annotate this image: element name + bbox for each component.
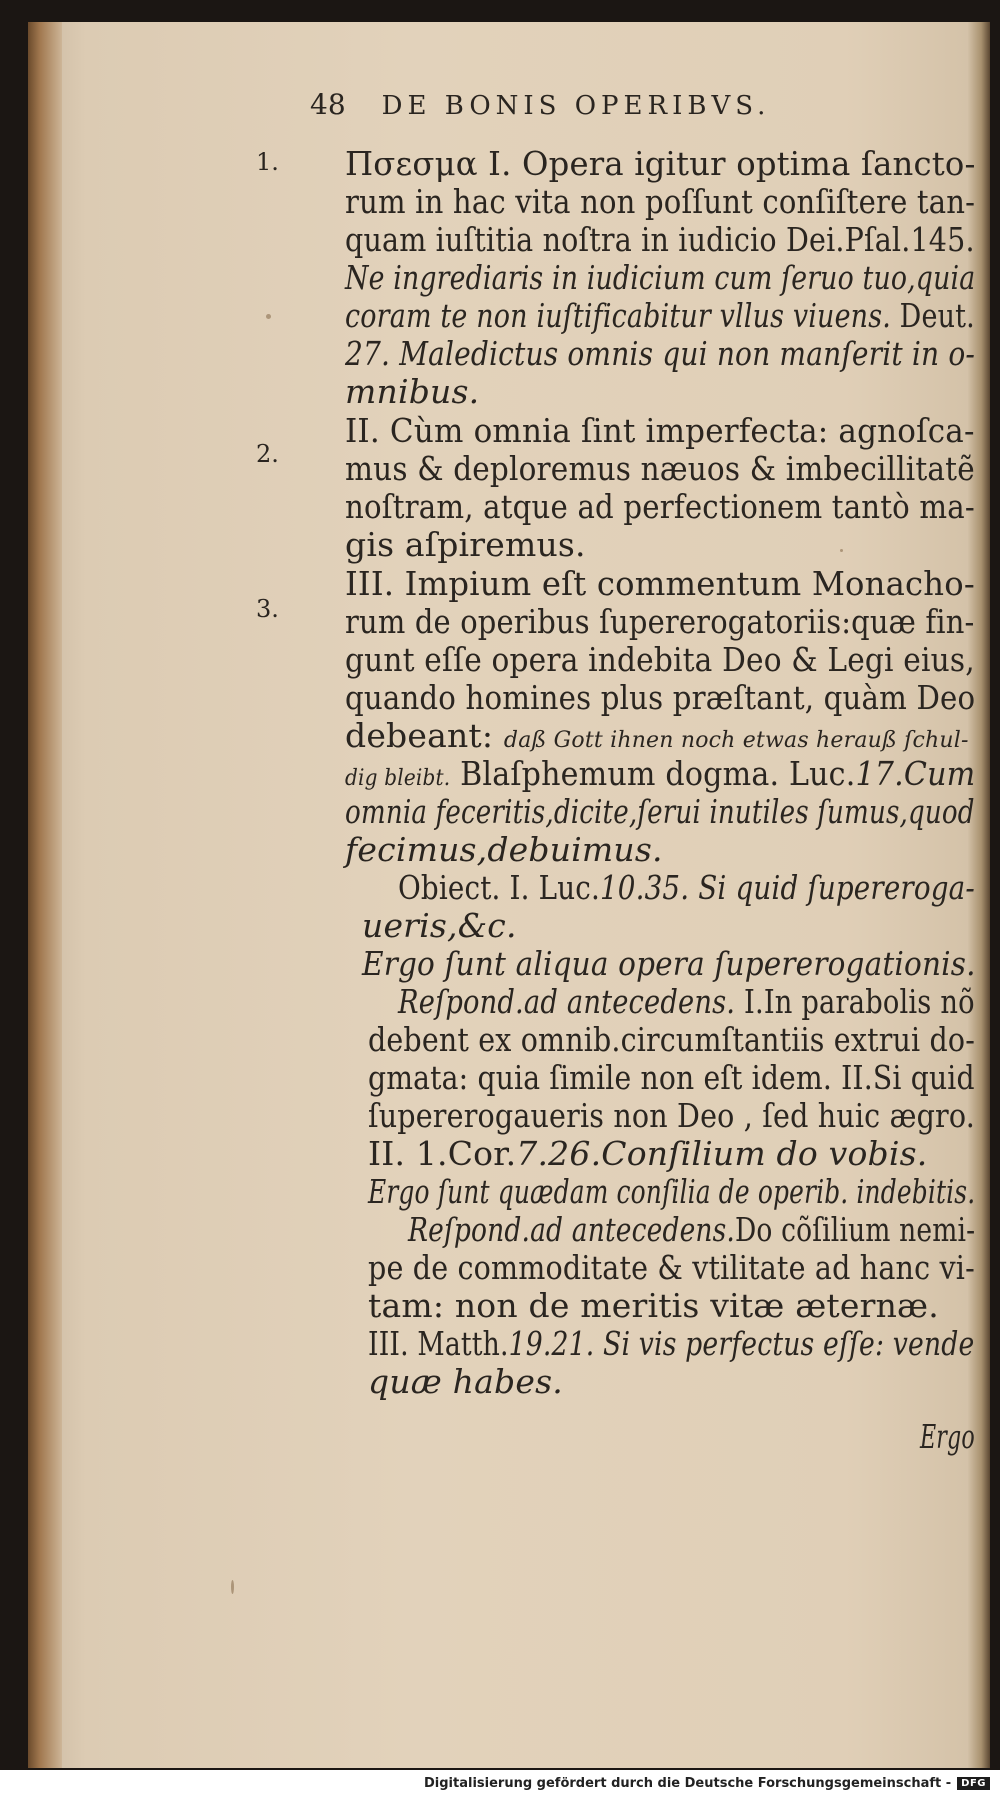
text-line bbox=[345, 793, 975, 831]
text-segment: quæ habes. bbox=[368, 1362, 563, 1401]
text-line bbox=[368, 1249, 975, 1287]
text-segment: I.In parabolis nõ bbox=[735, 982, 975, 1021]
text-segment: mus & deploremus næuos & imbecillitatẽ bbox=[345, 449, 975, 488]
text-segment: 10.35. Si quid ſupereroga- bbox=[599, 868, 975, 907]
text-line bbox=[368, 1059, 975, 1097]
text-line bbox=[398, 983, 975, 1021]
text-segment: quando homines plus præſtant, quàm Deo bbox=[345, 678, 976, 717]
text-segment: 19.21. Si vis perfectus eſſe: vende bbox=[508, 1324, 975, 1363]
text-segment: pe de commoditate & vtilitate ad hanc vi- bbox=[368, 1248, 975, 1287]
text-segment: rum de operibus ſupererogatoriis:quæ fin- bbox=[345, 602, 975, 641]
text-segment: rum in hac vita non poſſunt conſiſtere tan- bbox=[345, 182, 976, 221]
text-segment: Ergo ſunt aliqua opera ſupererogationis. bbox=[362, 944, 976, 983]
text-segment: daß Gott ihnen noch etwas herauß ſchul- bbox=[503, 728, 969, 753]
text-segment: ueris,&c. bbox=[362, 906, 517, 945]
text-segment: noſtram, atque ad perfectionem tantò ma- bbox=[345, 487, 975, 526]
text-segment: dig bleibt. bbox=[345, 766, 451, 791]
text-segment: Blaſphemum dogma. Luc. bbox=[450, 754, 856, 793]
footer-credit: Digitalisierung gefördert durch die Deutsche Forschungsgemeinschaft - bbox=[424, 1776, 952, 1791]
text-line bbox=[345, 679, 975, 717]
text-segment: tam: non de meritis vitæ æternæ. bbox=[368, 1286, 939, 1325]
margin-number: 2. bbox=[256, 440, 279, 468]
margin-number: 3. bbox=[256, 595, 279, 623]
text-segment: Do cõſilium nemi- bbox=[734, 1210, 976, 1249]
text-segment: mnibus. bbox=[345, 372, 480, 411]
text-line bbox=[345, 412, 975, 450]
text-line bbox=[345, 641, 975, 679]
text-line bbox=[362, 945, 976, 983]
text-line bbox=[345, 831, 663, 869]
text-segment: fecimus,debuimus. bbox=[345, 830, 663, 869]
text-line bbox=[408, 1211, 975, 1249]
text-segment: II. 1.Cor. bbox=[368, 1134, 517, 1173]
text-segment: Obiect. I. Luc. bbox=[398, 868, 600, 907]
text-segment: Ergo ſunt quædam conſilia de operib. indebitis. bbox=[368, 1172, 976, 1211]
text-line bbox=[368, 1021, 975, 1059]
text-line bbox=[368, 1363, 563, 1401]
digitization-footer bbox=[424, 1776, 990, 1791]
text-segment: debeant: bbox=[345, 716, 504, 755]
text-segment: debent ex omnib.circumſtantiis extrui do- bbox=[368, 1020, 976, 1059]
text-segment: quam iuſtitia noſtra in iudicio Dei.Pſal.145. bbox=[345, 220, 975, 259]
text-line bbox=[345, 297, 975, 335]
running-title: DE BONIS OPERIBVS. bbox=[381, 91, 771, 121]
text-line bbox=[368, 1287, 939, 1325]
text-segment: gis aſpiremus. bbox=[345, 525, 586, 564]
text-line bbox=[345, 603, 975, 641]
text-segment: Deut. bbox=[890, 296, 975, 335]
text-segment: III. Impium eſt commentum Monacho- bbox=[345, 564, 975, 603]
catchword: Ergo bbox=[920, 1417, 975, 1456]
text-segment: Ne ingrediaris in iudicium cum ſeruo tuo,quia bbox=[345, 258, 976, 297]
text-line bbox=[368, 1325, 974, 1363]
text-line bbox=[345, 145, 976, 183]
text-line bbox=[368, 1173, 975, 1211]
text-line bbox=[345, 565, 975, 603]
page-number: 48 bbox=[310, 88, 346, 121]
text-line bbox=[345, 450, 975, 488]
text-segment: II. Cùm omnia ſint imperfecta: agnoſca- bbox=[345, 411, 975, 450]
text-line bbox=[368, 1097, 975, 1135]
text-segment: Πσεσμα I. Opera igitur optima ſancto- bbox=[345, 144, 976, 183]
text-segment: gmata: quia ſimile non eſt idem. II.Si quid bbox=[368, 1058, 975, 1097]
text-line bbox=[345, 526, 586, 564]
text-segment: omnia feceritis,dicite,ſerui inutiles ſumus,quod bbox=[345, 792, 975, 831]
text-line bbox=[345, 335, 975, 373]
text-line bbox=[345, 488, 975, 526]
text-segment: III. Matth. bbox=[368, 1324, 509, 1363]
text-line bbox=[345, 259, 975, 297]
text-segment: 7.26.Conſilium do vobis. bbox=[516, 1134, 928, 1173]
text-line bbox=[345, 221, 975, 259]
text-segment: 27. Maledictus omnis qui non manſerit in o- bbox=[345, 334, 976, 373]
dfg-logo: DFG bbox=[957, 1777, 990, 1790]
text-line bbox=[362, 907, 517, 945]
text-line bbox=[345, 373, 479, 411]
text-segment: 17.Cum bbox=[855, 754, 976, 793]
text-segment: Reſpond.ad antecedens. bbox=[398, 982, 736, 1021]
text-line bbox=[368, 1135, 927, 1173]
text-line bbox=[345, 183, 975, 221]
text-line bbox=[398, 869, 975, 907]
text-segment: Reſpond.ad antecedens. bbox=[408, 1210, 735, 1249]
running-header bbox=[310, 88, 770, 121]
text-segment: coram te non iuſtificabitur vllus viuens. bbox=[345, 296, 891, 335]
text-segment: gunt eſſe opera indebita Deo & Legi eius, bbox=[345, 640, 975, 679]
text-segment: ſupererogaueris non Deo , ſed huic ægro. bbox=[368, 1096, 975, 1135]
margin-number: 1. bbox=[256, 148, 279, 176]
